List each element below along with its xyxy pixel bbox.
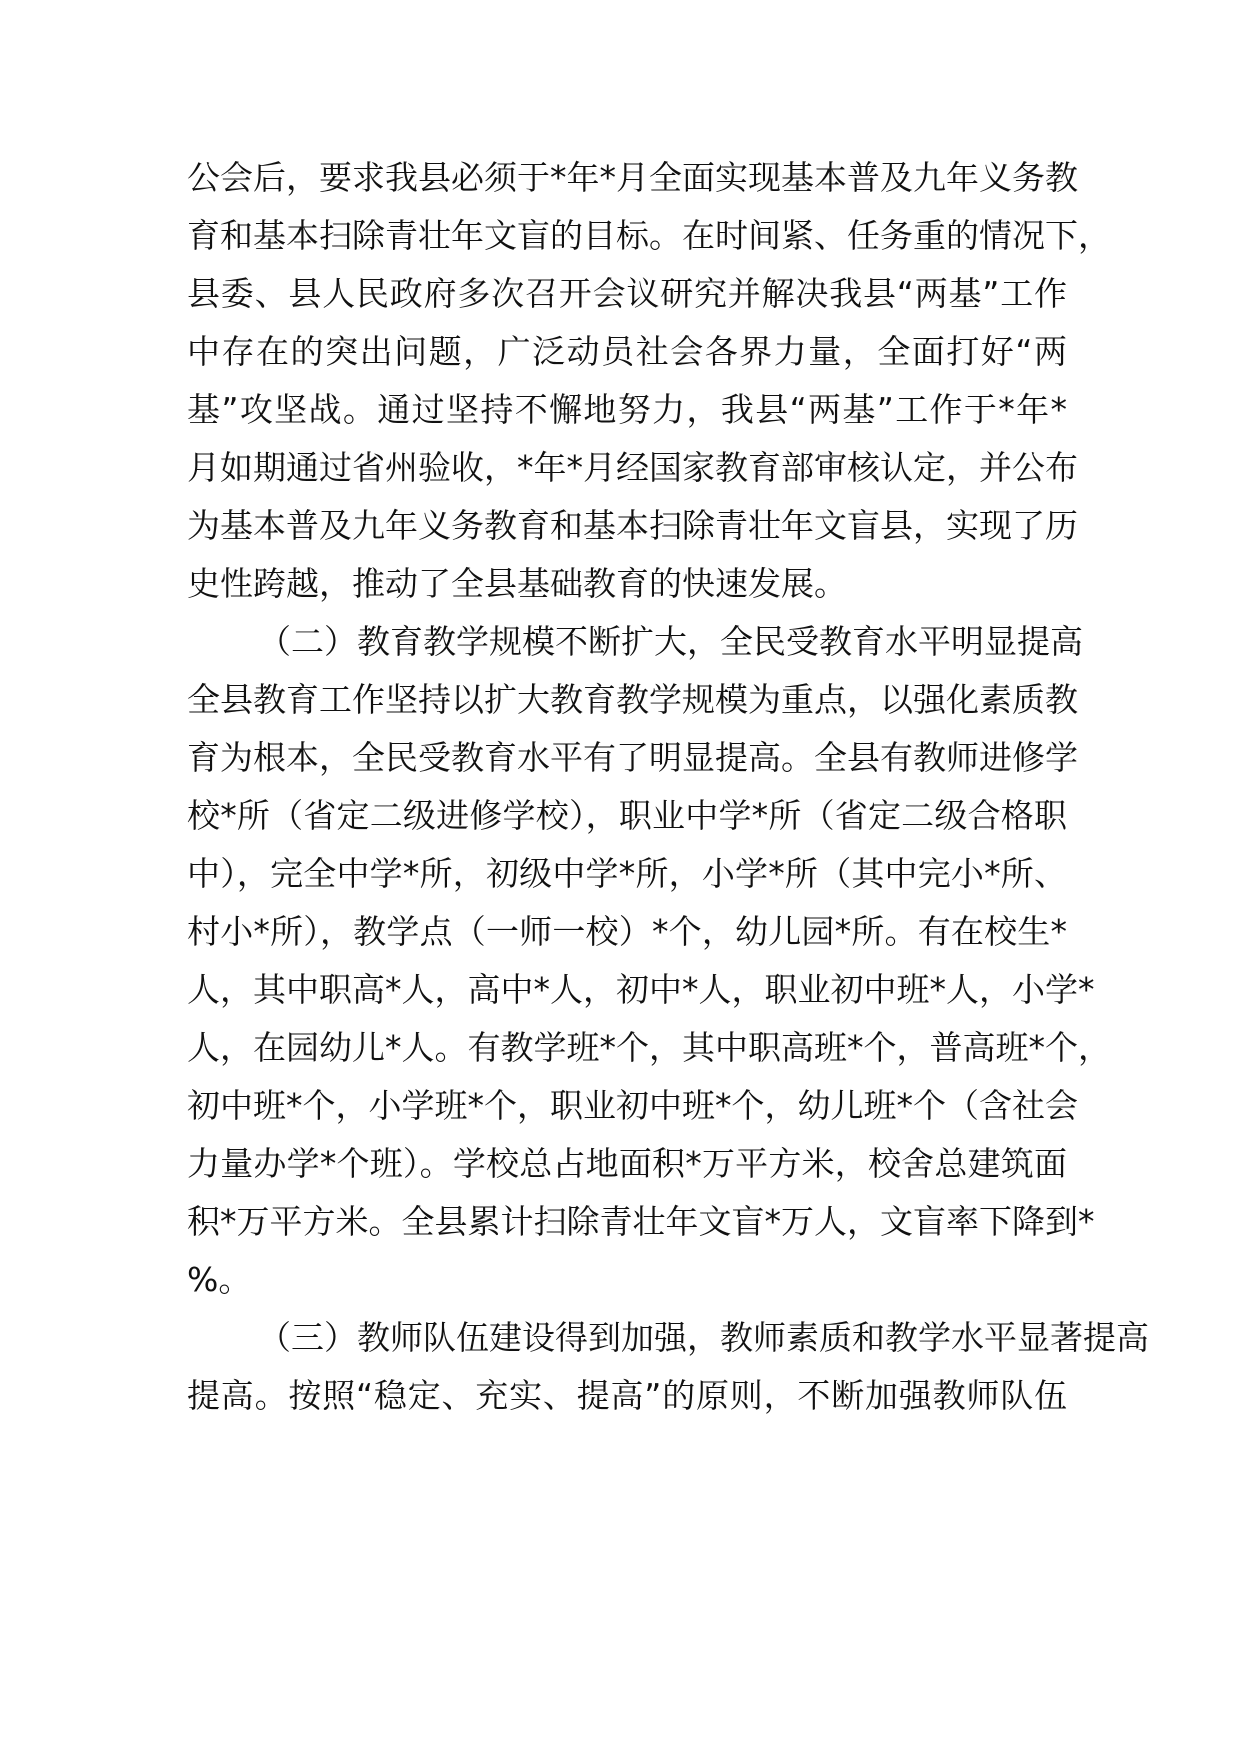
body-text-line: 为基本普及九年义务教育和基本扫除青壮年文盲县，实现了历	[187, 506, 1078, 545]
body-text-line: 校*所（省定二级进修学校），职业中学*所（省定二级合格职	[187, 796, 1067, 835]
body-text-line: 公会后，要求我县必须于*年*月全面实现基本普及九年义务教	[187, 158, 1078, 197]
body-text-line: 村小*所），教学点（一师一校）*个，幼儿园*所。有在校生*	[187, 912, 1067, 951]
body-text-line: 初中班*个，小学班*个，职业初中班*个，幼儿班*个（含社会	[187, 1086, 1078, 1125]
body-text-line: 育为根本，全民受教育水平有了明显提高。全县有教师进修学	[187, 738, 1078, 777]
section-heading-2: （二）教育教学规模不断扩大，全民受教育水平明显提高	[258, 622, 1083, 661]
body-text-line: 力量办学*个班）。学校总占地面积*万平方米，校舍总建筑面	[187, 1144, 1067, 1183]
body-text-line: 全县教育工作坚持以扩大教育教学规模为重点，以强化素质教	[187, 680, 1078, 719]
body-text-line: 中存在的突出问题，广泛动员社会各界力量，全面打好“两	[187, 332, 1067, 371]
section-heading-3: （三）教师队伍建设得到加强，教师素质和教学水平显著提高	[258, 1318, 1149, 1357]
body-text-line: 人，在园幼儿*人。有教学班*个，其中职高班*个，普高班*个，	[187, 1028, 1111, 1067]
body-text-line: 人，其中职高*人，高中*人，初中*人，职业初中班*人，小学*	[187, 970, 1095, 1009]
body-text-line: 育和基本扫除青壮年文盲的目标。在时间紧、任务重的情况下，	[187, 216, 1111, 255]
body-text-line: 中），完全中学*所，初级中学*所，小学*所（其中完小*所、	[187, 854, 1067, 893]
body-text-line: %。	[187, 1260, 252, 1299]
body-text-line: 月如期通过省州验收，*年*月经国家教育部审核认定，并公布	[187, 448, 1078, 487]
body-text-line: 县委、县人民政府多次召开会议研究并解决我县“两基”工作	[187, 274, 1067, 313]
body-text-line: 提高。按照“稳定、充实、提高”的原则，不断加强教师队伍	[187, 1376, 1067, 1415]
body-text-line: 基”攻坚战。通过坚持不懈地努力，我县“两基”工作于*年*	[187, 390, 1067, 429]
body-text-line: 积*万平方米。全县累计扫除青壮年文盲*万人，文盲率下降到*	[187, 1202, 1095, 1241]
body-text-line: 史性跨越，推动了全县基础教育的快速发展。	[187, 564, 847, 603]
